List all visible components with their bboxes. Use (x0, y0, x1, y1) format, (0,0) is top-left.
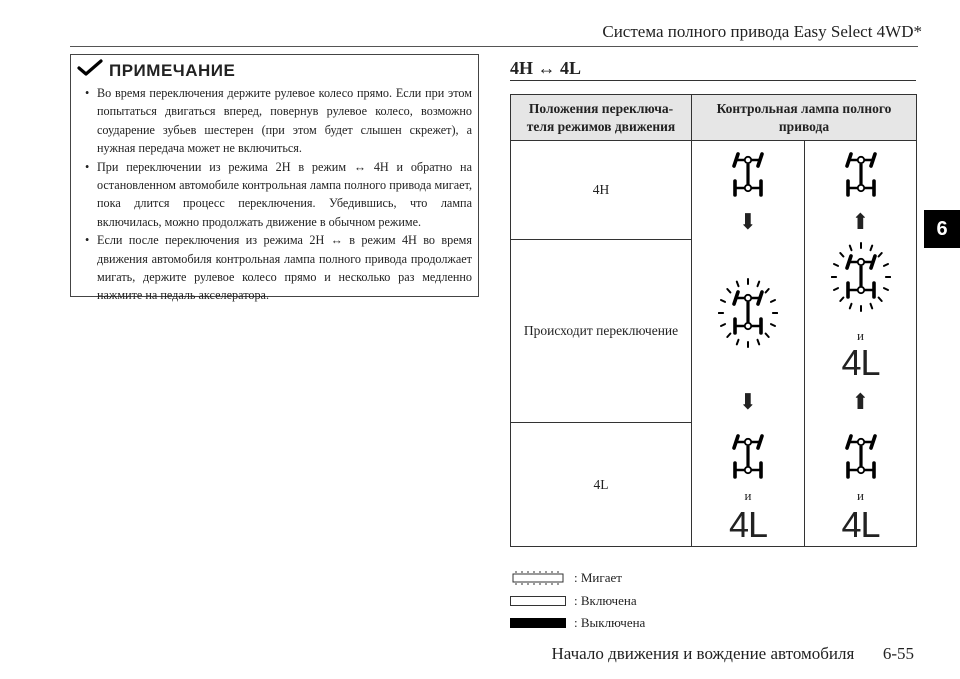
lamp-column-4l-to-4h (805, 141, 917, 547)
header-indicator-lamp: Контрольная лампа полного привода (692, 95, 917, 141)
lamp-4l-icon: 4L (728, 504, 768, 545)
4wd-lamp-on-icon (838, 149, 884, 201)
legend-off-label: : Выключена (574, 615, 646, 630)
and-word: и (857, 488, 864, 503)
page-footer (551, 644, 914, 664)
note-item: • При переключении из режима 2H в режим ↔ 4H и обратно на остановленном автомобиле контрольная лампа полного привода мигает, пока длится процесс переключения. Убедившись, что лампа включилась, можно продолжать движение в обычном режиме. (85, 158, 472, 232)
4wd-lamp-on-icon (725, 149, 771, 201)
lamp-4l-icon: 4L (841, 504, 880, 545)
note-list (85, 84, 472, 305)
on-swatch-icon (510, 596, 566, 606)
lamp-column-4h-to-4l (692, 141, 805, 547)
4wd-lamp-on-icon (838, 431, 884, 483)
4wd-lamp-on-icon (725, 431, 771, 483)
section-title: 4H ↔ 4L (510, 58, 582, 78)
arrow-down-icon: ⬇ (738, 209, 758, 234)
note-item: • Во время переключения держите рулевое колесо прямо. Если при этом попытаться двигаться вперед, повернув рулевое колесо, возможно соударение зубьев шестерен (при этом будет слышен скрежет), а нужная передача может не включиться. (85, 84, 472, 158)
note-heading (77, 58, 235, 83)
arrow-up-icon: ⬆ (851, 389, 870, 414)
legend-off (510, 615, 645, 631)
blinking-swatch-icon (510, 571, 566, 585)
running-header: Система полного привода Easy Select 4WD* (602, 22, 922, 41)
legend-on (510, 593, 637, 609)
note-title: ПРИМЕЧАНИЕ (109, 60, 236, 80)
legend-blinking (510, 570, 622, 586)
arrow-down-icon: ⬇ (738, 389, 758, 414)
row-4h-label: 4H (511, 141, 692, 240)
chapter-tab[interactable]: 6 (924, 210, 960, 248)
row-shifting-label: Происходит переключение (511, 240, 692, 423)
off-swatch-icon (510, 618, 566, 628)
4wd-lamp-blinking-icon (831, 241, 891, 313)
4wd-lamp-blinking-icon (718, 277, 778, 349)
legend-on-label: : Включена (574, 593, 637, 608)
and-word: и (857, 328, 864, 343)
arrow-up-icon: ⬆ (851, 209, 870, 234)
header-switch-position: Положения переключа-теля режимов движения (511, 95, 692, 141)
and-word: и (744, 488, 752, 503)
page-number: 6-55 (882, 644, 914, 663)
mode-table (510, 94, 917, 547)
note-box (70, 54, 479, 303)
note-item: • Если после переключения из режима 2H ↔ в режим 4H во время движения автомобиля контрольная лампа полного привода продолжает мигать, держите рулевое колесо прямо и несколько раз медленно нажмите на педаль акселератора. (85, 231, 472, 305)
header-rule (70, 46, 918, 47)
section-rule (510, 80, 916, 81)
check-icon (77, 58, 103, 83)
lamp-4l-icon: 4L (841, 342, 880, 383)
footer-chapter-title: Начало движения и вождение автомобиля (551, 644, 855, 663)
legend-blinking-label: : Мигает (574, 570, 622, 585)
row-4l-label: 4L (511, 423, 692, 547)
